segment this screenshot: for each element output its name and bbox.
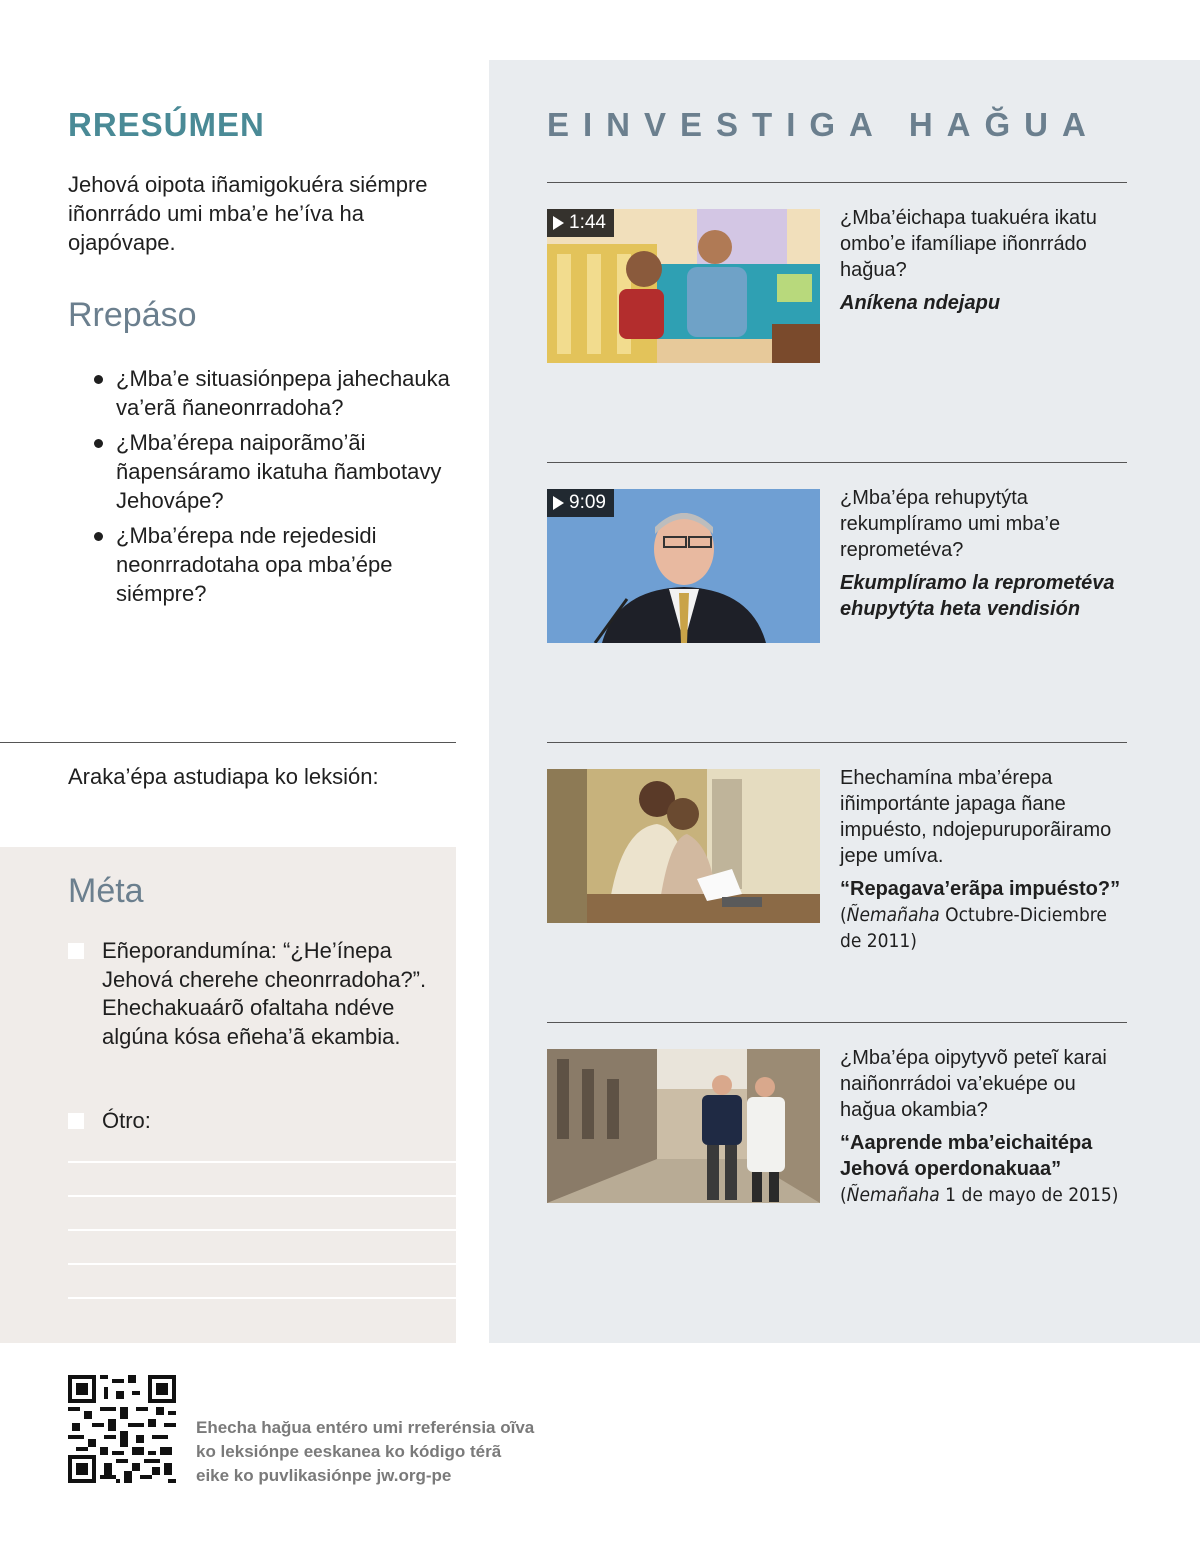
goal-writing-line[interactable] <box>68 1263 456 1265</box>
play-icon <box>553 496 564 510</box>
footer-text: Ehecha hağua entéro umi rreferénsia oĩva ko leksiónpe eeskanea ko kódigo térã eike ko puvlikasiónpe jw.org-pe <box>196 1418 535 1485</box>
research-item-description: ¿Mba’épa rehupytýta rekumplíramo umi mba’e reprometéva? <box>840 487 1061 561</box>
review-title: Rrepáso <box>68 296 197 334</box>
source-date: 1 de mayo de 2015 <box>945 1184 1112 1206</box>
video-duration <box>547 489 614 517</box>
research-item-text <box>840 485 1125 622</box>
goal-writing-line[interactable] <box>68 1161 456 1163</box>
source-publication: Ñemañaha <box>846 1184 940 1206</box>
research-item-text <box>840 765 1125 954</box>
divider <box>547 1022 1127 1023</box>
goal-writing-line[interactable] <box>68 1297 456 1299</box>
summary-title: RRESÚMEN <box>68 106 265 143</box>
article-thumbnail[interactable] <box>547 769 820 923</box>
review-list <box>92 364 462 614</box>
review-question: ¿Mba’e situasiónpepa jahechauka va’erã ñaneonrradoha? <box>92 364 462 422</box>
research-item-description: ¿Mba’épa oipytyvõ peteĩ karai naiñonrrádoi va’ekuépe ou hağua okambia? <box>840 1047 1107 1121</box>
article-thumbnail[interactable] <box>547 1049 820 1203</box>
divider <box>547 182 1127 183</box>
review-question: ¿Mba’érepa nde rejedesidi neonrradotaha opa mba’épe siémpre? <box>92 521 462 608</box>
goal-writing-line[interactable] <box>68 1195 456 1197</box>
goal-item-text: Ótro: <box>102 1108 151 1133</box>
video-thumbnail[interactable] <box>547 489 820 643</box>
play-icon <box>553 216 564 230</box>
goal-checkbox[interactable] <box>68 943 84 959</box>
research-item-source: (Ñemañaha Octubre-Diciembre de 2011) <box>840 904 1107 952</box>
summary-text: Jehová oipota iñamigokuéra siémpre iñonrrádo umi mba’e he’íva ha ojapóvape. <box>68 172 428 255</box>
video-duration <box>547 209 614 237</box>
goal-item <box>68 937 438 1051</box>
thumbnail-image <box>547 1049 820 1203</box>
goal-checkbox[interactable] <box>68 1113 84 1129</box>
divider <box>547 742 1127 743</box>
research-item-text <box>840 1045 1125 1208</box>
research-item-link[interactable]: “Aaprende mba’eichaitépa Jehová operdonakuaa” <box>840 1132 1093 1180</box>
study-date-label: Araka’épa astudiapa ko leksión: <box>68 764 379 789</box>
duration-text: 9:09 <box>569 492 606 513</box>
qr-code[interactable] <box>68 1375 176 1483</box>
thumbnail-image <box>547 769 820 923</box>
review-question: ¿Mba’érepa naiporãmo’ãi ñapensáramo ikatuha ñambotavy Jehovápe? <box>92 428 462 515</box>
video-thumbnail[interactable] <box>547 209 820 363</box>
goal-item-text: Eñeporandumína: “¿He’ínepa Jehová cherehe cheonrradoha?”. Ehechakuaárõ ofaltaha ndéve algúna kósa eñeha’ã ekambia. <box>102 938 427 1049</box>
goal-box <box>0 847 456 1343</box>
divider <box>0 742 456 743</box>
source-date: Octubre-Diciembre de 2011 <box>840 904 1107 952</box>
research-item-description: ¿Mba’éichapa tuakuéra ikatu omboʼe ifamíliape iñonrrádo hağua? <box>840 207 1097 281</box>
research-item-link[interactable]: Aníkena ndejapu <box>840 292 1001 314</box>
goal-item <box>68 1107 438 1136</box>
research-item-text <box>840 205 1125 316</box>
research-item-description: Ehechamína mba’érepa iñimportánte japaga ñane impuésto, ndojepuruporãiramo jepe umíva. <box>840 767 1112 867</box>
research-item-source: (Ñemañaha 1 de mayo de 2015) <box>840 1184 1119 1206</box>
goal-writing-line[interactable] <box>68 1229 456 1231</box>
source-publication: Ñemañaha <box>846 904 940 926</box>
goal-title: Méta <box>68 872 144 910</box>
research-item-link[interactable]: Ekumplíramo la reprometéva ehupytýta heta vendisión <box>840 572 1115 620</box>
research-item-link[interactable]: “Repagava’erãpa impuésto?” <box>840 878 1121 900</box>
duration-text: 1:44 <box>569 212 606 233</box>
research-title: EINVESTIGA HAĞUA <box>547 106 1100 143</box>
divider <box>547 462 1127 463</box>
